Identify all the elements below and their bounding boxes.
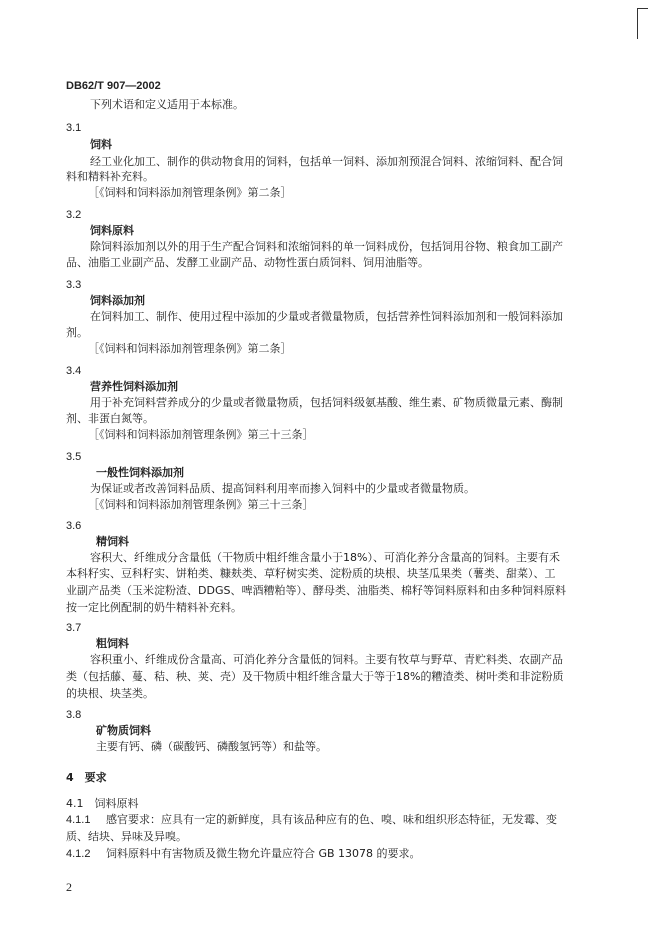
- term-title: 矿物质饲料: [96, 724, 151, 737]
- subsection-heading: 4.1 饲料原料: [66, 797, 139, 810]
- definition-line: 本科籽实、豆科籽实、饼粕类、糠麸类、草籽树实类、淀粉质的块根、块茎瓜果类（薯类、甜菜）、工: [66, 567, 556, 580]
- definition-line: 经工业化加工、制作的供动物食用的饲料，包括单一饲料、添加剂预混合饲料、浓缩饲料、配合饲: [90, 155, 563, 168]
- definition-line: 容积大、纤维成分含量低（干物质中粗纤维含量小于18%）、可消化养分含量高的饲料。主要有禾: [90, 551, 560, 564]
- term-title: 粗饲料: [96, 637, 129, 650]
- source-citation: ［《饲料和饲料添加剂管理条例》第二条］: [88, 342, 292, 355]
- clause-number: 4.1.1: [66, 814, 91, 826]
- definition-line: 在饲料加工、制作、使用过程中添加的少量或者微量物质，包括营养性饲料添加剂和一般饲料添加: [90, 310, 563, 323]
- definition-line: 主要有钙、磷（碳酸钙、磷酸氢钙等）和盐等。: [96, 740, 327, 753]
- term-title: 饲料: [90, 138, 112, 151]
- term-number: 3.5: [66, 451, 82, 463]
- clause-number: 4.1.2: [66, 848, 91, 860]
- term-number: 3.7: [66, 622, 82, 634]
- definition-line: 业副产品类（玉米淀粉渣、DDGS、啤酒糟粕等）、酵母类、油脂类、棉籽等饲料原料和由多种饲料原料: [66, 584, 566, 597]
- definition-line: 按一定比例配制的奶牛精料补充料。: [66, 601, 242, 614]
- definition-line: 类（包括藤、蔓、秸、秧、荚、壳）及干物质中粗纤维含量大于等于18%的糟渣类、树叶类和非淀粉质: [66, 670, 564, 683]
- term-title: 一般性饲料添加剂: [96, 466, 184, 479]
- term-number: 3.3: [66, 279, 82, 291]
- definition-line: 料和精料补充料。: [66, 170, 154, 183]
- definition-line: 用于补充饲料营养成分的少量或者微量物质，包括饲料级氨基酸、维生素、矿物质微量元素、酶制: [90, 396, 563, 409]
- term-title: 精饲料: [96, 535, 129, 548]
- clause-line: 感官要求：应具有一定的新鲜度，具有该品种应有的色、嗅、味和组织形态特征，无发霉、变: [106, 813, 557, 826]
- scan-corner-mark: [637, 8, 648, 39]
- definition-line: 剂、非蛋白氮等。: [66, 412, 154, 425]
- term-title: 饲料原料: [90, 224, 134, 237]
- definition-line: 容积重小、纤维成份含量高、可消化养分含量低的饲料。主要有牧草与野草、青贮料类、农副产品: [90, 653, 563, 666]
- intro-text: 下列术语和定义适用于本标准。: [90, 98, 244, 111]
- term-number: 3.8: [66, 709, 82, 721]
- definition-line: 品、油脂工业副产品、发酵工业副产品、动物性蛋白质饲料、饲用油脂等。: [66, 256, 429, 269]
- definition-line: 的块根、块茎类。: [66, 687, 154, 700]
- page-number: 2: [66, 880, 72, 894]
- definition-line: 除饲料添加剂以外的用于生产配合饲料和浓缩饲料的单一饲料成份，包括饲用谷物、粮食加工副产: [90, 240, 563, 253]
- source-citation: ［《饲料和饲料添加剂管理条例》第三十三条］: [88, 498, 314, 511]
- term-title: 营养性饲料添加剂: [90, 380, 178, 393]
- section-heading: 4 要求: [66, 771, 107, 784]
- term-number: 3.6: [66, 520, 82, 532]
- doc-code-header: DB62/T 907—2002: [66, 80, 161, 92]
- definition-line: 剂。: [66, 326, 88, 339]
- source-citation: ［《饲料和饲料添加剂管理条例》第二条］: [88, 186, 292, 199]
- definition-line: 为保证或者改善饲料品质、提高饲料利用率而掺入饲料中的少量或者微量物质。: [90, 482, 475, 495]
- clause-line: 质、结块、异味及异嗅。: [66, 830, 187, 843]
- clause-line: 饲料原料中有害物质及微生物允许量应符合 GB 13078 的要求。: [106, 847, 421, 860]
- term-number: 3.1: [66, 122, 82, 134]
- term-number: 3.4: [66, 365, 82, 377]
- source-citation: ［《饲料和饲料添加剂管理条例》第三十三条］: [88, 428, 314, 441]
- term-title: 饲料添加剂: [90, 294, 145, 307]
- term-number: 3.2: [66, 209, 82, 221]
